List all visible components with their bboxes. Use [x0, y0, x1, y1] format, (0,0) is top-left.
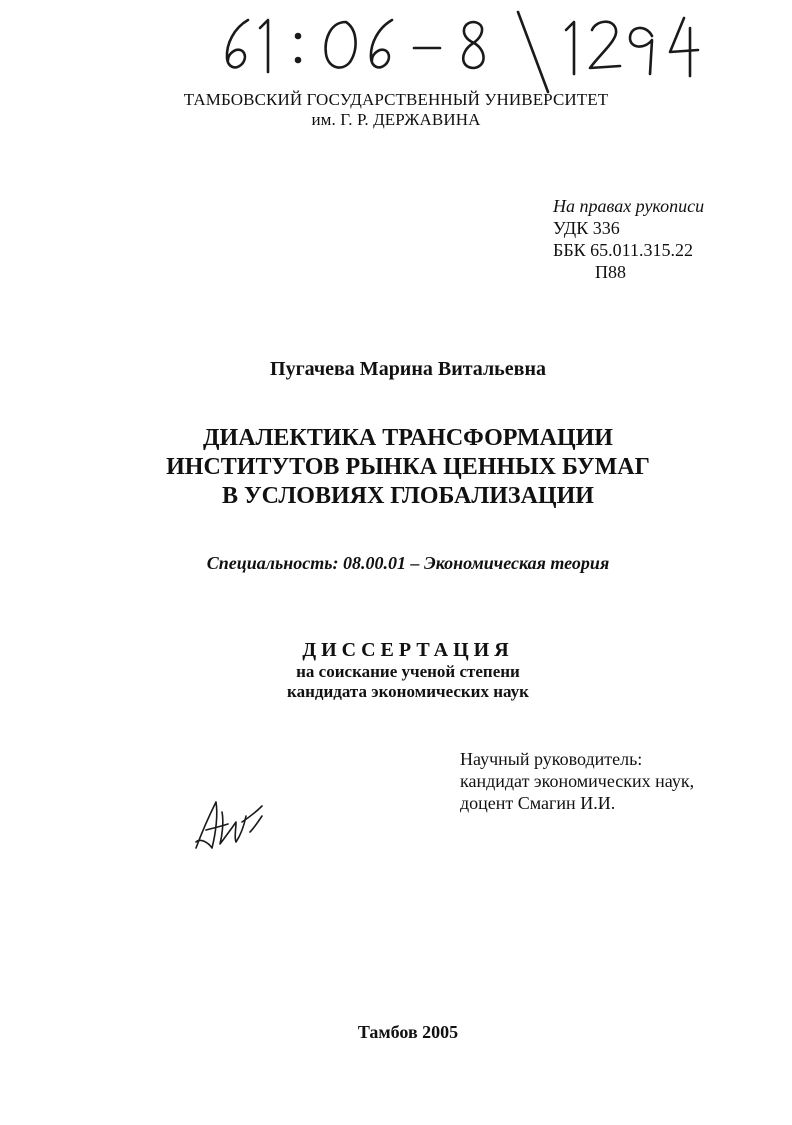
supervisor-name: доцент Смагин И.И. — [460, 793, 616, 813]
handwritten-archive-code — [200, 6, 720, 98]
university-name — [0, 90, 792, 130]
degree-line-2: кандидата экономических наук — [287, 682, 529, 701]
supervisor-degree: кандидат экономических наук, — [460, 771, 695, 791]
udk-code: УДК 336 — [553, 218, 620, 238]
manuscript-rights: На правах рукописи — [553, 196, 705, 216]
dissertation-heading: ДИССЕРТАЦИЯ — [302, 639, 514, 661]
author-name: Пугачева Марина Витальевна — [270, 358, 546, 380]
dissertation-block — [12, 638, 792, 702]
handwritten-signature — [192, 792, 266, 854]
supervisor-label: Научный руководитель: — [460, 749, 643, 769]
degree-line-1: на соискание ученой степени — [296, 662, 520, 681]
city-year: Тамбов 2005 — [357, 1022, 459, 1042]
author-mark: П88 — [595, 262, 626, 282]
title-line-2: ИНСТИТУТОВ РЫНКА ЦЕННЫХ БУМАГ — [166, 454, 650, 480]
rights-block — [553, 195, 704, 283]
university-line-1: ТАМБОВСКИЙ ГОСУДАРСТВЕННЫЙ УНИВЕРСИТЕТ — [183, 90, 609, 109]
specialty: Специальность: 08.00.01 – Экономическая теория — [206, 553, 610, 573]
supervisor-block — [460, 748, 694, 814]
dissertation-title — [12, 424, 792, 511]
bbk-code: ББК 65.011.315.22 — [553, 240, 694, 260]
university-line-2: им. Г. Р. ДЕРЖАВИНА — [311, 110, 481, 129]
title-line-1: ДИАЛЕКТИКА ТРАНСФОРМАЦИИ — [203, 425, 613, 451]
title-line-3: В УСЛОВИЯХ ГЛОБАЛИЗАЦИИ — [222, 483, 594, 509]
